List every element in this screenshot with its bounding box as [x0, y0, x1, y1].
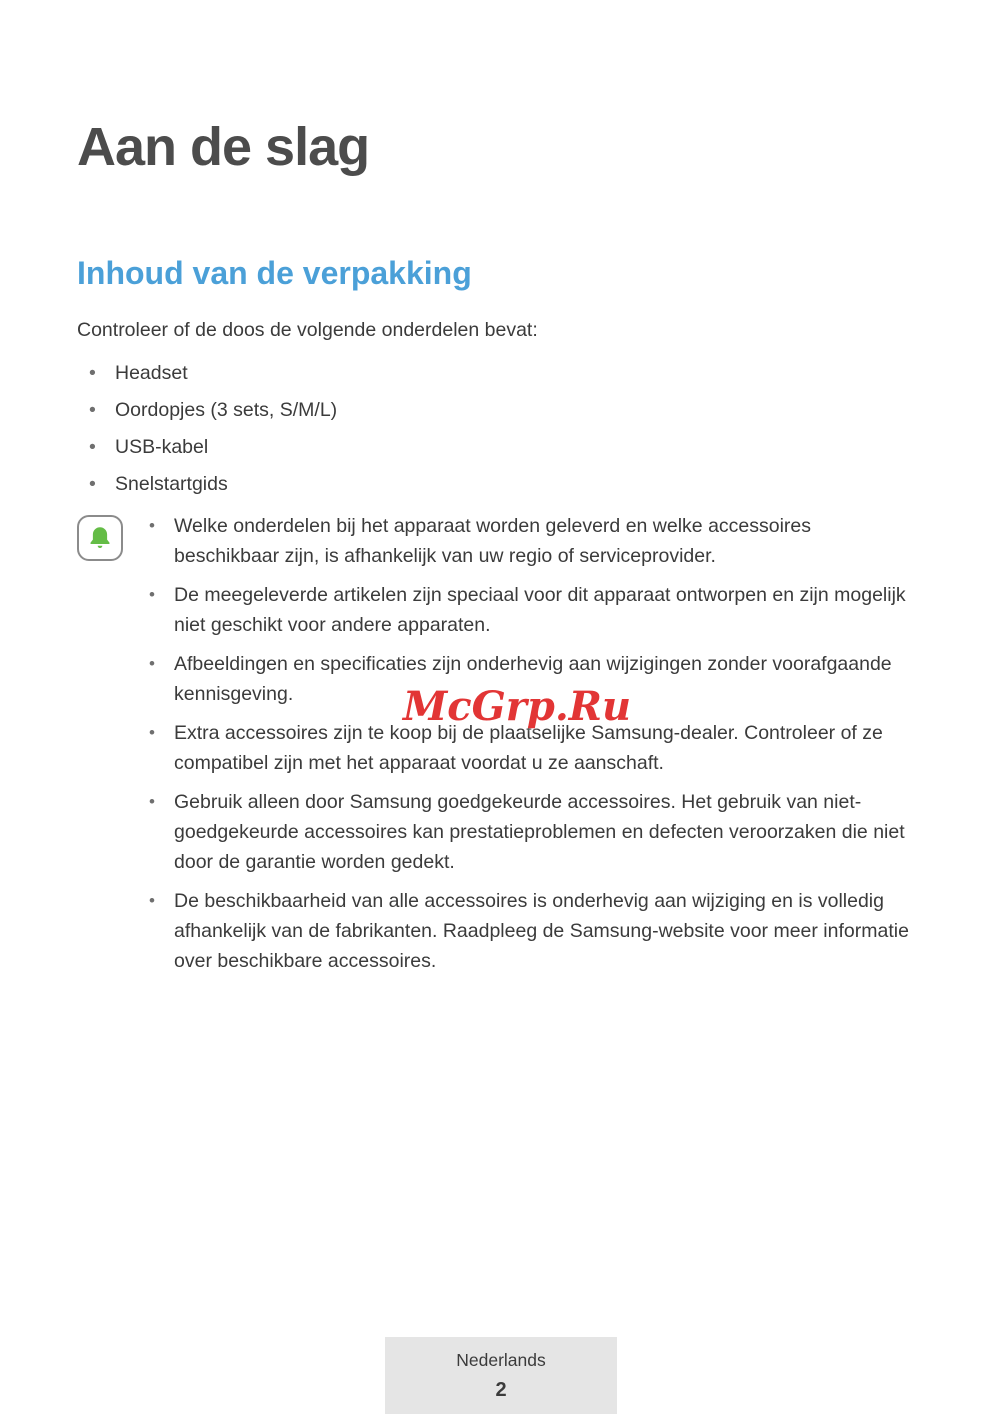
package-list-item: • USB-kabel	[89, 429, 912, 466]
note-list-item: • De meegeleverde artikelen zijn speciaal voor dit apparaat ontworpen en zijn mogelijk niet geschikt voor andere apparaten.	[147, 580, 912, 640]
watermark: McGrp.Ru	[403, 683, 632, 730]
note-list-item: • Extra accessoires zijn te koop bij de plaatselijke Samsung-dealer. Controleer of ze compatibel zijn met het apparaat voordat u ze aanschaft.	[147, 718, 912, 778]
package-contents-list	[89, 355, 912, 503]
intro-text: Controleer of de doos de volgende onderdelen bevat:	[77, 319, 538, 342]
note-list-item: • Afbeeldingen en specificaties zijn onderhevig aan wijzigingen zonder voorafgaande kennisgeving.	[147, 649, 912, 709]
page-title: Aan de slag	[77, 117, 370, 177]
footer-language-label: Nederlands	[456, 1350, 546, 1370]
footer-page-number: 2	[495, 1379, 507, 1401]
section-heading: Inhoud van de verpakking	[77, 255, 472, 292]
notification-bell-icon	[77, 515, 123, 561]
package-list-item: • Oordopjes (3 sets, S/M/L)	[89, 392, 912, 429]
package-list-item: • Headset	[89, 355, 912, 392]
note-list	[147, 511, 912, 985]
page-footer	[385, 1337, 617, 1414]
note-list-item: • Gebruik alleen door Samsung goedgekeurde accessoires. Het gebruik van niet-goedgekeurde accessoires kan prestatieproblemen en defecten veroorzaken die niet door de garantie worden gedekt.	[147, 787, 912, 877]
note-list-item: • De beschikbaarheid van alle accessoires is onderhevig aan wijziging en is volledig afhankelijk van de fabrikanten. Raadpleeg de Samsung-website voor meer informatie over beschikbare accessoires.	[147, 886, 912, 976]
note-list-item: • Welke onderdelen bij het apparaat worden geleverd en welke accessoires beschikbaar zijn, is afhankelijk van uw regio of serviceprovider.	[147, 511, 912, 571]
package-list-item: • Snelstartgids	[89, 466, 912, 503]
note-box	[77, 511, 912, 985]
